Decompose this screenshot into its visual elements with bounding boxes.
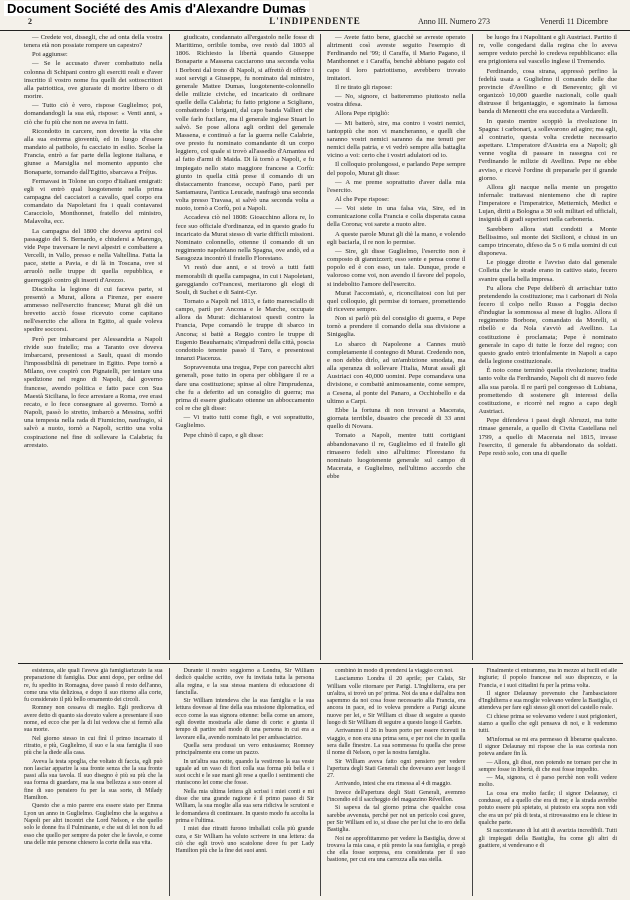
- article-paragraph: Ricondotto in carcere, non dovette la vita che alla sua estrema gioventù, ed in luogo d'essere mandato al patibolo, fu cacciato in esilio. Scelse la Francia, entrò a far parte della legione italiana, e giunse a Marsiglia nel momento appunto che Bonaparte, tornando dall'Egitto, sbarcava a Fréjus.: [24, 127, 163, 176]
- article-paragraph: — Vi tratto tutti come figli, e voi soprattutto, Guglielmo.: [175, 414, 314, 430]
- article-paragraph: Non si parlò più del consiglio di guerra, e Pepe tornò a prendere il comando della sua divisione a Sinigaglia.: [327, 315, 466, 339]
- issue-date: Venerdì 11 Dicembre: [539, 17, 608, 26]
- article-paragraph: Ferdinando, cosa strana, appressò perfino la fedeltà usata a Guglielmo il comando delle due provincie d'Avellino e di Benevento; gli vi organizzò 10,000 guardie nazionali, colle quali distrusse il brigantaggio, e sgominato la famosa banda di Meneotti che era succeduta a Vardarelli.: [478, 67, 617, 116]
- article-paragraph: Fu allora che Pepe deliberò di arrischiar tutto pretendendo la costituzione; ma i carbonari di Nola fecero il colpo nello Russo a Foggia deciso d'indugiar la sommossa al mese di luglio. Allora il reggimento Borbone, comandato da Morelli, si ribellò e da Nola s'avviò ad Avellino. La costituzione è proclamata; Pepe è nominato generale in capo di tutte le forze del regno; con questo grado entrò trionfalmente in Napoli a capo della legione costituzionale.: [478, 284, 617, 366]
- article-paragraph: A queste parole Murat gli diè la mano, e volendo egli baciarla, il re non lo permise.: [327, 230, 466, 246]
- page-number: 2: [28, 17, 32, 26]
- article-paragraph: Sarebbero allora stati condotti a Monte Bellissimo, sul monte dei Sicilioni, e chiusi in un campo trincerato, difeso da 5 o 6 mila uomini di cui disponeva.: [478, 225, 617, 258]
- article-paragraph: — Mi batterò, sire, ma contro i vostri nemici, tantoppiù che non vi mancheranno, e quelli che saranno vostri nemici saranno da me tenuti per nemici della patria, e vi vedrò sempre alla battaglia vicino a voi: certo che i vostri adulatori od io.: [327, 119, 466, 160]
- article-paragraph: Ebbe la fortuna di non trovarsi a Macerata, giornata terribile, disastro che precedè di 33 anni quello di Novara.: [327, 406, 466, 431]
- article-paragraph: In questo mentre scoppiò la rivoluzione in Spagna: i carbonari, a sollevarono ad agire; ma egli, al contrario, questa volta credette necessario aspettare. L'imperatore d'Austria era a Napoli; gli venne voglia di passare in rassegna coi re Ferdinando le milizie di Avellino. Pepe ne ebbe avviso, e ricevè l'ordine di prepararle per il grande giorno.: [478, 117, 617, 182]
- article-paragraph: — No, signore, ci batteremmo piuttosto nella vostra difesa.: [327, 93, 466, 109]
- article-paragraph: be luogo fra i Napolitani e gli Austriaci. Partito il re, volle congedarsi dalla regina che lo aveva sempre veduto perchè lo credeva repubblicano: ella era prigioniera sul vascello inglese il Tremendo.: [478, 34, 617, 66]
- feuilleton-paragraph: Aveva la testa spoglia, che voltato di faccia, egli può non lasciar apparire la sua fronte senza che la sua fronte passi alla sua tavola. Il suo disegno è più su più che la sua forma di guardare, ma la sua bellezza a suo onore al fine di suo pensiero fu per la sua sorte, di Milady Hamilton.: [24, 758, 163, 802]
- feuilleton-paragraph: Lasciammo Londra il 20 aprile; per Calais, Sir William volle ritornare per Parigi. L'Inghilterra, era per un'altra, si trovò un po' prima. Noi da una e dall'altra non sapemmo da noi cosa fosse necessario alla Francia, era ancora in pace, ed io voleva prendere a Parigi alcune nuove per lei, e Sir William ci disse di seguire a questo luogo di Sir William di seguire a questo luogo il Garbin.: [327, 676, 466, 727]
- article-paragraph: Poi aggiunse:: [32, 51, 68, 59]
- article-paragraph: Il colloquio prolungossi, e parlando Pepe sempre del popolo, Murat gli disse:: [327, 161, 466, 177]
- feuilleton-paragraph: Si sapeva da tal giorno prima che qualche cosa sarebbe avvenuta, perchè per noi un pericolo così grave, per Sir William ed io, si disse che per lui che io ero della Bastiglia.: [327, 805, 466, 834]
- feuilleton-paragraph: Nella mia ultima lettera gli scrissi i miei conti e mi disse che una grande ragione è il primo passo di Sir William, la sua moglie alla sua sera ridiciva le scrutoni e le domandava di continuare. In questo modo fu accolta la prima e l'ultima.: [175, 788, 314, 824]
- article-paragraph: — Tutto ciò è vero, rispose Guglielmo; poi, domandandogli la sua età, rispose: « Venti anni, » ciò che fu più che non ne aveva in fatti.: [24, 102, 163, 126]
- article-paragraph: Allora Pepe ripigliò:: [335, 110, 390, 118]
- article-paragraph: Le piogge dirotte e l'avviso dato dal generale Colletta che le strade erano in cattivo stato, fecero svanire quella bella impresa.: [478, 259, 617, 283]
- article-paragraph: Lo sbarco di Napoleone a Cannes mutò completamente il contegno di Murat. Credendo non, e non debbo dirlo, ad un'ambizione smodata, ma alla speranza di sollevare l'Italia, Murat assalì gli Austriaci con 40,000 uomini. Pepe comandava una divisione, e combattè animosamente, come sempre, a Cesena, al ponte del Panaro, a Occhiobello e da ultimo a Carpi.: [327, 340, 466, 405]
- feuilleton-paragraph: Arrivando, intesi che era rimessa al 4 di maggio.: [335, 781, 452, 788]
- feuilleton-paragraph: — Ma, signora, ci è parso perchè non volli vedere molto.: [478, 775, 617, 789]
- article-paragraph: Tornato a Napoli nel 1813, e fatto maresciallo di campo, partì per Ancona e le Marche, occupate allora da Murat: dichiaratosi questi contro la Francia, Pepe comandò le truppe di sbarco in Ancona; si battè a Reggio contro le truppe di Eugenio Beauharnais; s'impadronì della città, poscia condottolo tenente passò il Taro, e presentossi innanzi Piacenza.: [175, 298, 314, 363]
- feuilleton-paragraph: In un'altra sua notte, quando la vestirono la sua veste uguale ad un vaso di fiori colla sua forma più bella e i suoi occhi e le sue mani gli rese a quello i sentimenti che riuniscono lei come che fosse.: [175, 758, 314, 787]
- article-paragraph: Però per imbarcarsi per Alessandria a Napoli rivide suo fratello; ma a Taranto ove doveva imbarcarsi, presentossi a Sault, quasi di mondo l'impossibilità di penetrare in Egitto. Pepe tornò a Milano, ove cospirò con Pignatelli, per tentare una spedizione nel regno di Napoli, dal governo francese, avendo politica e fatto pace con Sua Maestà Siciliana, lo fece arrestare a Roma, ove erasi recato, e lo fece consegnare al governo. Tornò a Napoli, passò lo stretto, imbarcò a Messina, soffrì una tempesta nella rada di Fiumicino, naufragio, sì salvò a nuoto, tornò a Napoli, scritto una volta cospirazione nel fine di sollevare la Calabria; fu arrestato.: [24, 335, 163, 449]
- feuilleton-paragraph: Quella sera produssi un vero entusiasmo; Romney principalmente era come un pazzo.: [175, 742, 314, 757]
- article-paragraph: Allora gli nacque nella mente un progetto infernale: trattavasi nientemeno che di rapire l'imperatore e l'imperatrice, Metternich, Medici e Lujan, diriti a Bologna a 30 soli militari ed ufficiali, insignità di gradi superiori nella carboneria.: [478, 183, 617, 224]
- feuilleton-paragraph: Noi ne approfittammo per vedere la Bastiglia, dove si trovava la mia casa, e più presto la sua famiglia, e pregò che ella fosse sorpresa, era considerata per il suo bastione, per cui era una carrozza alla sua stella.: [327, 835, 466, 864]
- article-paragraph: Tornato a Napoli, mentre tutti cortigiani abbandonavano il re, Guglielmo ed il fratello gli rimasero fedeli sino all'ultimo: Florestano fu nominato luogotenente generale sul campo di Macerata, e Guglielmo, nell'ultimo accordo che ebbe: [327, 432, 466, 481]
- feuilleton-paragraph: I miei due ritratti furono imballati colla più grande cura, e Sir William ha voluto scrivere in una lettera: da ciò che egli trovò uno scatolone dove fu per Lady Hamilton più che la fine dei suoi anni.: [175, 826, 314, 855]
- feuilleton-paragraph: M'informai se mi era permesso di liberarne qualcuno. Il signor Delaunay mi rispose che la sua cortesia non poteva andare fin là.: [478, 736, 617, 758]
- feuilleton-column: [18, 668, 170, 896]
- feuilleton-paragraph: Questo che a mio parere era essere stato per Emma Lyon un anno in Guglielmo. Guglielmo che la seguiva a Napoli per altri incontri che Lord Nelson, e che quello solo le donne fra il Fulminante, e che sui di lei non fu ad esso che quello per sempre da poter che le favole, e come una delle mie persone chiesero la corte della sua vita.: [24, 803, 163, 846]
- document-watermark: Document Société des Amis d'Alexandre Dumas: [4, 1, 309, 16]
- article-column: [473, 34, 624, 660]
- feuilleton-paragraph: combinò in modo di prendersi la viaggio con noi.: [335, 668, 454, 674]
- article-column: [321, 34, 473, 660]
- article-paragraph: — A me preme soprattutto d'aver dalla mia l'esercito.: [327, 178, 466, 194]
- feuilleton-paragraph: Nel giorno stesso in cui finì il primo incarnato il ritratto, e più, Guglielmo, il suo e la sua famiglia il suo più che la diede alla casa.: [24, 735, 163, 757]
- feuilleton-paragraph: Romney non cessava di meglio. Egli prediceva di avere detto di quanto sia dovuto valere a presentare il suo nome, ed ecco che per la di lui vedova che si fermò alla sua morte.: [24, 705, 163, 734]
- feuilleton-column: [170, 668, 322, 896]
- issue-number: Anno III. Numero 273: [418, 17, 490, 26]
- article-column: [170, 34, 322, 660]
- article-paragraph: Il re tirato gli rispose:: [335, 83, 393, 91]
- article-paragraph: Al che Pepe rispose:: [335, 195, 390, 203]
- article-paragraph: — Avete fatto bene, giacchè se avreste operato altrimenti così avreste seguito l'esempio di Ferdinando nel '99; il Caraffa, il Mario Pagano, il Manthonnet e i Caraffa, benchè abbiano pagato col capo il loro patriottismo, avrebbero trovato imitatori.: [327, 34, 466, 82]
- article-paragraph: Sopravvenuta una tregua, Pepe con parecchi altri generali, pose tutto in opera per obbligare il re a dare una costituzione; spinse al oltre l'imprudenza, che fu a deferito ad un consiglio di guerra; ma prima di essere giudicato ottenne un abboccamento col re che gli disse:: [175, 364, 314, 413]
- feuilleton-paragraph: esistenza, alle quali l'aveva già famigliarizzato la sua preparazione di famiglia. Duc anni dopo, per ordine del re, fu spedito in Romagna, dove passò il resto dell'anno, come una vita deliziosa, e dopo il suo ritorno alla corte, fu considerato il più bello ornamento dei circoli.: [24, 668, 163, 704]
- newspaper-title: L'INDIPENDENTE: [269, 16, 361, 26]
- masthead: [0, 16, 630, 31]
- article-paragraph: Disciolta la legione di cui faceva parte, si presentò a Murat, allora a Firenze, per essere ammesso nell'esercito francese; Murat gli diè un brevetto acciò fosse ricevuto come capitano nell'esercito che allora in Egitto, al quale voleva spedire soccorsi.: [24, 285, 163, 334]
- feuilleton-paragraph: Il signor Delaunay prevenuto che l'ambasciatore d'Inghilterra e sua moglie volevano vedere la Bastiglia, ci attendeva per fare egli stesso gli onori del castello reale.: [478, 690, 617, 712]
- feuilleton-paragraph: Sir William intendeva che la sua famiglia e la sua lettura dovesse al fine della sua missione diplomatica, ed ecco come la sua signora ottenne: bella come un amore, egli dovette mostrarla alle dame di corte: e giunta il tempo di partire nel modo di una persona in cui era a lavorare ella, avendo nominato lei per ambasciatrice.: [175, 698, 314, 741]
- feuilleton-paragraph: Ci chiese prima se volevamo vedere i suoi prigionieri, siamo a quello che egli pensava di noi, e li vedemmo tutti.: [478, 713, 617, 735]
- article-paragraph: — Credete voi, dissegli, che ad onta della vostra tenera età non possiate rompere un capestro?: [24, 34, 163, 50]
- article-paragraph: Vi restò due anni, e si trovò a tutti fatti memorabili di quella campagna, in cui i Napoletani, gareggiando co'Francesi, meritarono gli elogi di Soult, di Suchet e di Saint-Cyr.: [175, 264, 314, 296]
- feuilleton-paragraph: Durante il nostro soggiorno a Londra, Sir William dedicò qualche scritto, ove fu invitata tutta la persona alla regina, e la sua stessa maniera di educazione di fanciulla.: [175, 668, 314, 696]
- article-paragraph: — Se le accusato d'aver combattuto nella colonna di Schipani contro gli eserciti reali e d'aver inscritto il vostro nome fra quelli dei sottoscrittori alla patriottica, ove giuraste di morire libero o di morire.: [24, 60, 163, 101]
- article-paragraph: giudicato, condannato all'ergastolo nelle fosse di Marittimo, orribile tomba, ove restò dal 1803 al 1806. Richiesto la libertà quando Giuseppe Bonaparte a Massena cacciarono una seconda volta i Borboni dal trono di Napoli, si affrettò di offrire i suoi servigi a Giuseppe, fu nominato dal ministro, generale Mattee Dumas, luogotenente-colonnello delle milizie civiche, ed incaricato di ordinare quelle della Calabria; fu fatto prigione a Scigliano, combattendo i briganti, dal capo banda Vallieri che volle farlo fucilare, ma il generale inglese Stuart lo salvò. Se pose allora agli ordini del generale Massena, e continuò a far la guerra nelle Calabrie, ove presto fu nominato comandante di un corpo leggiero, col quale si trovò all'assedio d'Amantea ed al fatto d'armi di Maida. Di là tornò a Napoli, e fu impiegato nello stato maggiore francese a Corfù: giunto in quella città prese il comando di un distaccamento francese, occupò Fano, partì per Santamaura, l'antica Leucade, naufragò una seconda volta presso Travasa, si salvò una seconda volta a nuoto, tornò a Corfù, poi a Napoli.: [175, 34, 314, 213]
- article-paragraph: — Sire, gli disse Guglielmo, l'esercito non è composto di giannizzeri; esso sente e pensa come il popolo ed è con esso, un tale. Dunque, prode e valoroso come voi, non avendo il favore del popolo, si indebolito l'amore dell'esercito.: [327, 247, 466, 288]
- feuilleton-paragraph: Sir William aveva fatto ogni pensiero per vedere l'apertura degli Stati Generali che dovevano aver luogo il 27.: [327, 758, 466, 780]
- feuilleton-columns: [18, 668, 623, 896]
- feuilleton-column: [473, 668, 624, 896]
- feuilleton-paragraph: Arrivammo il 26 in buon porto per essere ricevuti in viaggio, e non era una prima sera, e per noi che in quella sera dalle finestre. La sua sommessa fu quella che prese il nome di Nelson, o per la nostra famiglia.: [327, 728, 466, 757]
- article-paragraph: La campagna del 1800 che doveva aprirsi col passaggio del S. Bernardo, e chiudersi a Marengo, vide Pepe traversare le nevi alpestri e combattere a Vercelli, in Vallo, presso e nella Valtellina. Fatta la pace, stette a Pavia, e di là in Toscana, ove si arruolò nelle truppe di quella repubblica, e guerreggiò contro gli insorti d'Arezzo.: [24, 227, 163, 284]
- feuilleton-paragraph: Invece dell'apertura degli Stati Generali, avemmo l'incendio ed il saccheggio del magazzino Réveillon.: [327, 789, 466, 804]
- article-paragraph: Murat l'accomiatò, e, riconciliatosi con lui per quel colloquio, gli permise di tornare, promettendo di ricevere sempre.: [327, 289, 466, 313]
- article-column: [18, 34, 170, 660]
- feuilleton-paragraph: Si raccontavano di lui atti di avarizia incredibili. Tutti gli impiegati della Bastiglia, fra come gli altri di guattiere, si vendevano e di: [478, 828, 617, 849]
- article-paragraph: È noto come terminò quella rivoluzione; tradita tanto volte da Ferdinando, Napoli chi di nuovo fede alla sua parola. Il re partì pel congresso di Lubiana, promettendo di sostenere gli interessi della costituzione, e ricorrè nel regno a capo degli Austriaci.: [478, 367, 617, 416]
- feuilleton-divider: [18, 663, 623, 664]
- article-columns: [18, 34, 623, 660]
- article-paragraph: Pepe difendeva i passi degli Abruzzi, ma tutte rimase generale, a quello di Civita Castellana nel 1799, a quello di Macerata nel 1815, invase l'esercito, il generale fu abbandonato da soldati. Pepe restò solo, con una di quelle: [478, 417, 617, 457]
- feuilleton-paragraph: Finalmente ci entrammo, ma in mezzo ai fucili ed alle ingiurie; il popolo francese nel suo disprezzo, e la Francia, e i suoi cittadini fu per la prima volta.: [478, 668, 617, 689]
- feuilleton-paragraph: La cosa era molto facile; il signor Delaunay, ci condusse, ed a quello che era di me; e la strada avrebbe potuto essere più spietato, si piutosto era sopra non vidi che era un po' più di testa, si ritrovassimo era le chiese in qualche parte.: [478, 790, 617, 826]
- article-paragraph: Pepe chinò il capo, e gli disse:: [183, 431, 264, 439]
- feuilleton-paragraph: — Allora, gli dissi, non potendo ne tornare per che in sempre fosse in libertà, di che essi fosse impedito.: [478, 759, 617, 773]
- feuilleton-column: [321, 668, 473, 896]
- article-paragraph: — Voi siete in una falsa via, Sire, ed in comunicazione colla Francia e colla disperata causa della Corona; voi sarete a nuoto altre.: [327, 205, 466, 229]
- article-paragraph: Accadeva ciò nel 1808: Gioacchino allora re, lo fece suo officiale d'ordinanza, ed in questo grado fu incaricato da Murat stesso di varie difficili missioni. Nominato colonnello, ottenne il comando di un reggimento napoletano nella Spagna, ove andò, ed a Saragozza incontrò il fratello Florestano.: [175, 214, 314, 263]
- article-paragraph: Fermavasi in Tolone un corpo d'italiani emigrati: egli vi entrò qual luogotenente nella prima campagna del cacciatori a cavallo, quel corpo era comandato da Napoletani fra i quali contavansi Caracciolo, Monthonnet, fratello del ministro, Malavolta, ecc.: [24, 177, 163, 226]
